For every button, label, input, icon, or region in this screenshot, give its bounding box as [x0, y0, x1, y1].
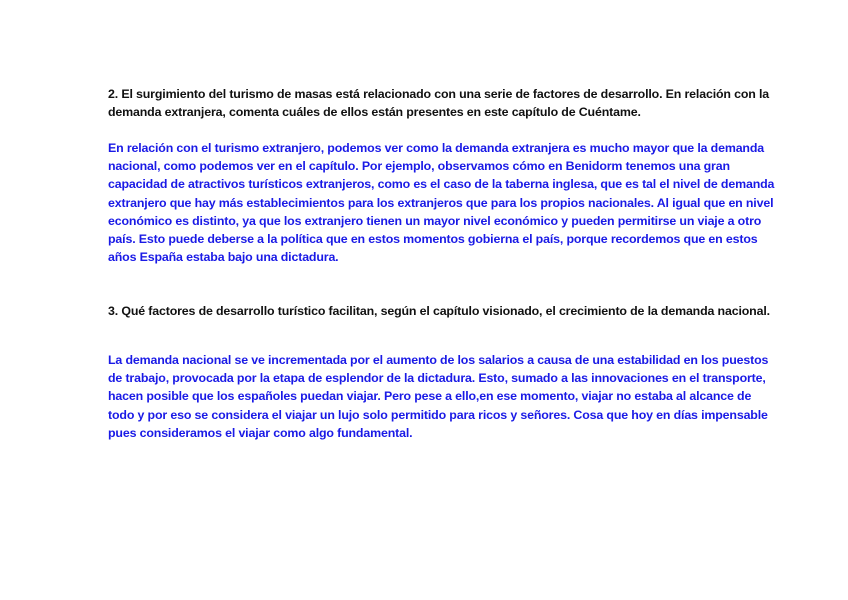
question-2: 2. El surgimiento del turismo de masas está relacionado con una serie de factores de desarrollo. En relación con la demanda extranjera, comenta cuáles de ellos están presentes en este capítulo de Cuéntame. — [108, 87, 770, 120]
answer-2: En relación con el turismo extranjero, podemos ver como la demanda extranjera es mucho mayor que la demanda nacional, como podemos ver en el capítulo. Por ejemplo, observamos cómo en Benidorm tenemos una gran capacidad de atractivos turísticos extranjeros, como es el caso de la taberna inglesa, que es tal el nivel de demanda extranjero que hay más establecimientos para los extranjeros que para los propios nacionales. Al igual que en nivel económico es distinto, ya que los extranjero tienen un mayor nivel económico y pueden permitirse un viaje a otro país. Esto puede deberse a la política que en estos momentos gobierna el país, porque recordemos que en estos años España estaba bajo una dictadura. — [108, 141, 775, 265]
question-3: 3. Qué factores de desarrollo turístico facilitan, según el capítulo visionado, el crecimiento de la demanda nacional. — [108, 304, 770, 318]
answer-3: La demanda nacional se ve incrementada por el aumento de los salarios a causa de una estabilidad en los puestos de trabajo, provocada por la etapa de esplendor de la dictadura. Esto, sumado a las innovaciones en el transporte, hacen posible que los españoles puedan viajar. Pero pese a ello,en ese momento, viajar no estaba al alcance de todo y por eso se considera el viajar un lujo solo permitido para ricos y señores. Cosa que hoy en días impensable pues consideramos el viajar como algo fundamental. — [108, 353, 769, 440]
